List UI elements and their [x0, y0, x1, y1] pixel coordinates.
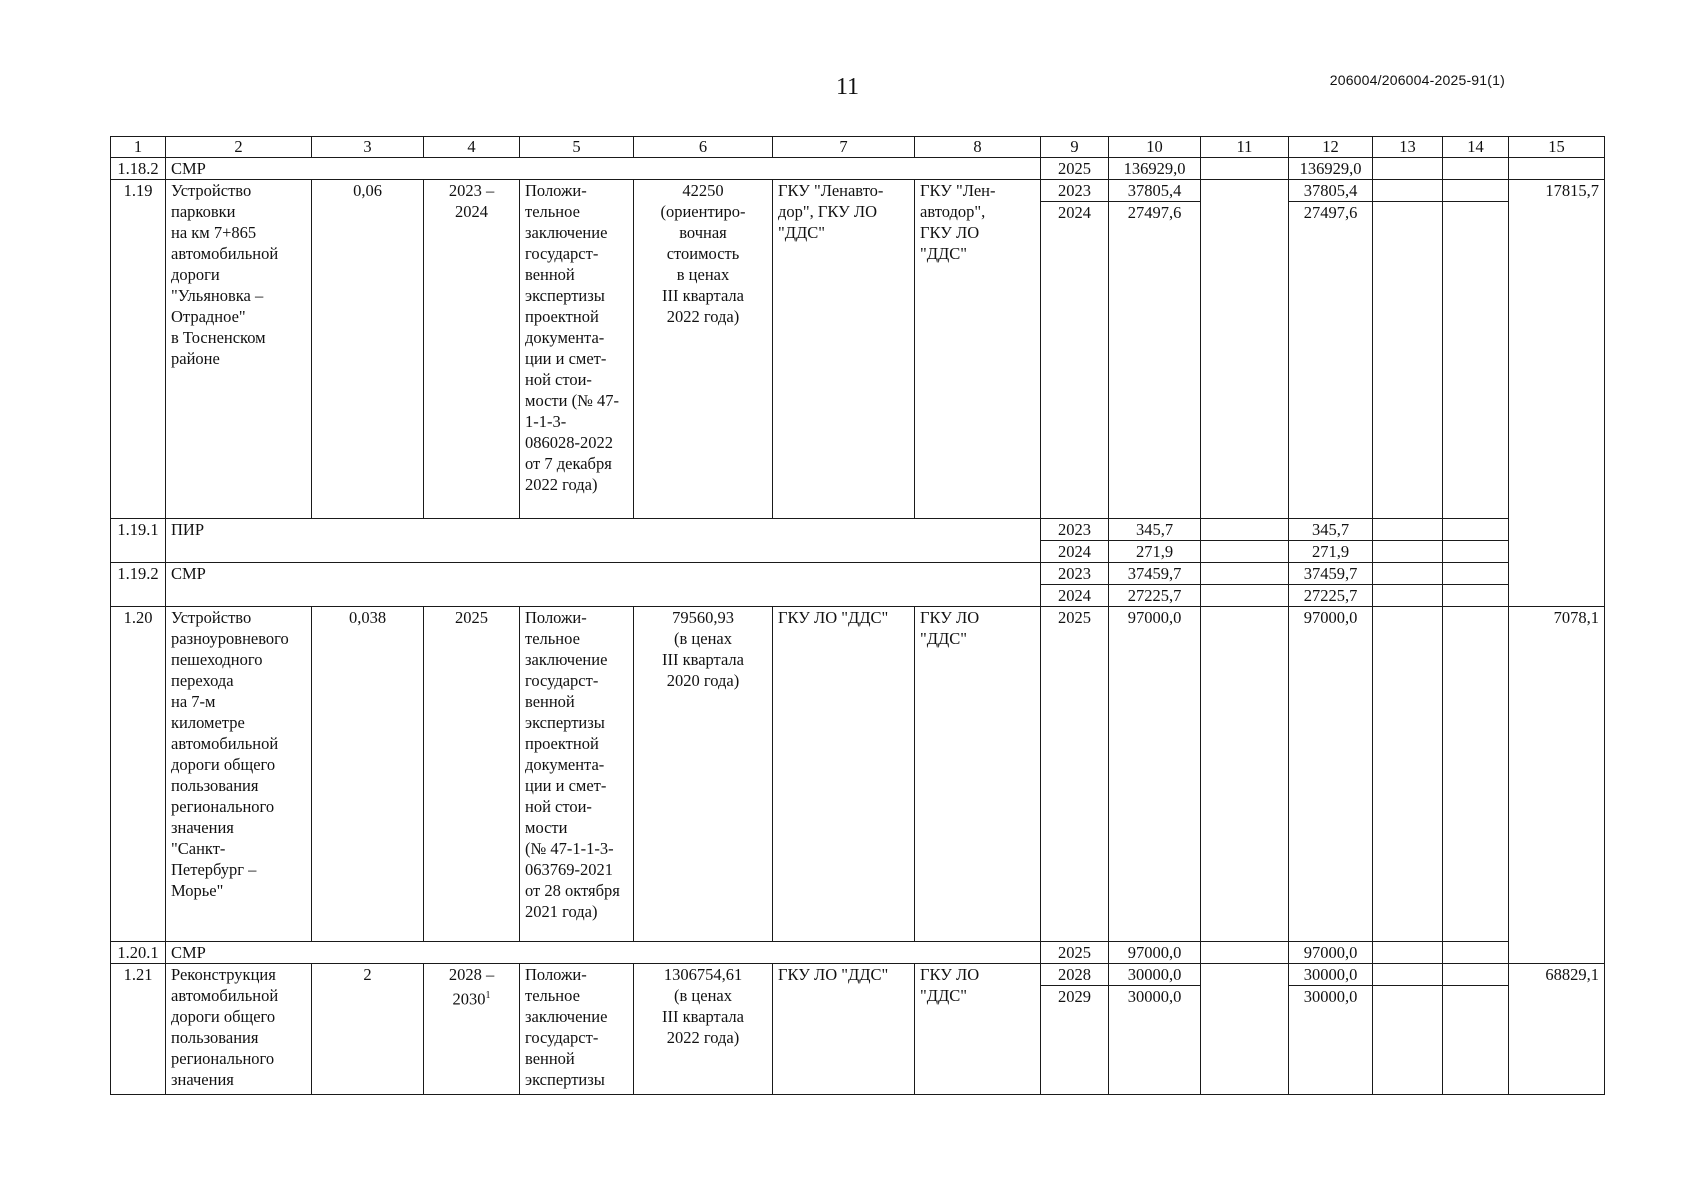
empty-cell	[1443, 180, 1509, 202]
object-name: Реконструкция автомобильной дороги общего пользования регионального значения	[166, 964, 312, 1095]
amount-cell: 271,9	[1289, 541, 1373, 563]
table-row-1-20-1	[111, 942, 1605, 964]
amount-cell: 27497,6	[1289, 202, 1373, 519]
empty-cell	[1201, 607, 1289, 942]
header-cell: 13	[1373, 137, 1443, 158]
page-number: 11	[835, 74, 860, 100]
amount-cell: 97000,0	[1289, 942, 1373, 964]
year-cell: 2024	[1041, 202, 1109, 519]
customer-cell: ГКУ ЛО "ДДС"	[773, 964, 915, 1095]
empty-cell	[1443, 964, 1509, 986]
amount-cell: 30000,0	[1289, 964, 1373, 986]
developer-cell: ГКУ ЛО "ДДС"	[915, 964, 1041, 1095]
year-cell: 2025	[1041, 158, 1109, 180]
object-name: Устройство парковки на км 7+865 автомобильной дороги "Ульяновка – Отрадное" в Тосненском районе	[166, 180, 312, 519]
expertise-cell: Положи- тельное заключение государст- венной экспертизы	[520, 964, 634, 1095]
header-cell: 4	[424, 137, 520, 158]
row-number: 1.20	[111, 607, 166, 942]
header-cell: 8	[915, 137, 1041, 158]
amount-cell: 37805,4	[1289, 180, 1373, 202]
cost-cell: 1306754,61 (в ценах III квартала 2022 года)	[634, 964, 773, 1095]
empty-cell	[1443, 986, 1509, 1095]
empty-cell	[1443, 541, 1509, 563]
amount-cell: 37805,4	[1109, 180, 1201, 202]
amount-cell: 345,7	[1289, 519, 1373, 541]
cost-cell: 42250 (ориентиро- вочная стоимость в ценах III квартала 2022 года)	[634, 180, 773, 519]
empty-cell	[1201, 563, 1289, 585]
row-label: ПИР	[166, 519, 1041, 563]
amount-cell: 136929,0	[1289, 158, 1373, 180]
empty-cell	[1201, 180, 1289, 519]
empty-cell	[1201, 541, 1289, 563]
remaining-cost-cell: 17815,7	[1509, 180, 1605, 607]
amount-cell: 97000,0	[1289, 607, 1373, 942]
row-number: 1.21	[111, 964, 166, 1095]
empty-cell	[1373, 585, 1443, 607]
amount-cell: 345,7	[1109, 519, 1201, 541]
header-cell: 9	[1041, 137, 1109, 158]
document-code: 206004/206004-2025-91(1)	[1329, 72, 1505, 88]
table-row-1-20	[111, 607, 1605, 942]
empty-cell	[1443, 519, 1509, 541]
header-cell: 3	[312, 137, 424, 158]
empty-cell	[1443, 563, 1509, 585]
row-label: СМР	[166, 942, 1041, 964]
row-label: СМР	[166, 158, 1041, 180]
amount-cell: 271,9	[1109, 541, 1201, 563]
amount-cell: 30000,0	[1289, 986, 1373, 1095]
row-number: 1.18.2	[111, 158, 166, 180]
object-name: Устройство разноуровневого пешеходного перехода на 7-м километре автомобильной дороги общего пользования регионального значения "Санкт- Петербург – Морье"	[166, 607, 312, 942]
customer-cell: ГКУ ЛО "ДДС"	[773, 607, 915, 942]
row-number: 1.19	[111, 180, 166, 519]
amount-cell: 97000,0	[1109, 942, 1201, 964]
register-table	[110, 136, 1605, 1095]
header-cell: 10	[1109, 137, 1201, 158]
header-cell: 12	[1289, 137, 1373, 158]
empty-cell	[1509, 158, 1605, 180]
amount-cell: 30000,0	[1109, 964, 1201, 986]
header-cell: 15	[1509, 137, 1605, 158]
amount-cell: 30000,0	[1109, 986, 1201, 1095]
header-cell: 1	[111, 137, 166, 158]
expertise-cell: Положи- тельное заключение государст- венной экспертизы проектной документа- ции и смет- ной стои- мости (№ 47- 1-1-3- 086028-2022 от 7 декабря 2022 года)	[520, 180, 634, 519]
header-cell: 7	[773, 137, 915, 158]
row-number: 1.19.2	[111, 563, 166, 607]
year-cell: 2028	[1041, 964, 1109, 986]
empty-cell	[1373, 942, 1443, 964]
year-cell: 2025	[1041, 607, 1109, 942]
footnote-mark: 1	[485, 990, 491, 1001]
empty-cell	[1373, 964, 1443, 986]
amount-cell: 27225,7	[1109, 585, 1201, 607]
row-number: 1.19.1	[111, 519, 166, 563]
period-cell: 2025	[424, 607, 520, 942]
capacity-cell: 0,06	[312, 180, 424, 519]
developer-cell: ГКУ ЛО "ДДС"	[915, 607, 1041, 942]
period-cell	[424, 964, 520, 1095]
row-label: СМР	[166, 563, 1041, 607]
year-cell: 2024	[1041, 585, 1109, 607]
capacity-cell: 0,038	[312, 607, 424, 942]
empty-cell	[1443, 607, 1509, 942]
year-cell: 2025	[1041, 942, 1109, 964]
header-cell: 5	[520, 137, 634, 158]
remaining-cost-cell: 68829,1	[1509, 964, 1605, 1095]
empty-cell	[1373, 519, 1443, 541]
empty-cell	[1443, 585, 1509, 607]
empty-cell	[1373, 180, 1443, 202]
developer-cell: ГКУ "Лен- автодор", ГКУ ЛО "ДДС"	[915, 180, 1041, 519]
amount-cell: 27225,7	[1289, 585, 1373, 607]
amount-cell: 27497,6	[1109, 202, 1201, 519]
table-row-1-21	[111, 964, 1605, 986]
year-cell: 2029	[1041, 986, 1109, 1095]
period-text: 2028 – 2030	[448, 965, 495, 1009]
amount-cell: 37459,7	[1289, 563, 1373, 585]
empty-cell	[1201, 585, 1289, 607]
header-cell: 2	[166, 137, 312, 158]
table-row-1-19-2	[111, 563, 1605, 585]
empty-cell	[1443, 942, 1509, 964]
empty-cell	[1201, 942, 1289, 964]
year-cell: 2024	[1041, 541, 1109, 563]
header-cell: 6	[634, 137, 773, 158]
year-cell: 2023	[1041, 180, 1109, 202]
empty-cell	[1373, 607, 1443, 942]
row-number: 1.20.1	[111, 942, 166, 964]
year-cell: 2023	[1041, 519, 1109, 541]
empty-cell	[1373, 202, 1443, 519]
empty-cell	[1201, 964, 1289, 1095]
header-cell: 14	[1443, 137, 1509, 158]
period-cell: 2023 – 2024	[424, 180, 520, 519]
table-row-1-19-1	[111, 519, 1605, 541]
header-row	[111, 137, 1605, 158]
empty-cell	[1443, 202, 1509, 519]
amount-cell: 97000,0	[1109, 607, 1201, 942]
empty-cell	[1201, 158, 1289, 180]
amount-cell: 136929,0	[1109, 158, 1201, 180]
cost-cell: 79560,93 (в ценах III квартала 2020 года)	[634, 607, 773, 942]
amount-cell: 37459,7	[1109, 563, 1201, 585]
empty-cell	[1443, 158, 1509, 180]
empty-cell	[1373, 541, 1443, 563]
customer-cell: ГКУ "Ленавто- дор", ГКУ ЛО "ДДС"	[773, 180, 915, 519]
capacity-cell: 2	[312, 964, 424, 1095]
header-cell: 11	[1201, 137, 1289, 158]
empty-cell	[1373, 563, 1443, 585]
year-cell: 2023	[1041, 563, 1109, 585]
table-row-1-18-2	[111, 158, 1605, 180]
empty-cell	[1373, 158, 1443, 180]
empty-cell	[1201, 519, 1289, 541]
expertise-cell: Положи- тельное заключение государст- венной экспертизы проектной документа- ции и смет- ной стои- мости (№ 47-1-1-3- 063769-2021 от 28 октября 2021 года)	[520, 607, 634, 942]
empty-cell	[1373, 986, 1443, 1095]
table-row-1-19	[111, 180, 1605, 202]
remaining-cost-cell: 7078,1	[1509, 607, 1605, 964]
